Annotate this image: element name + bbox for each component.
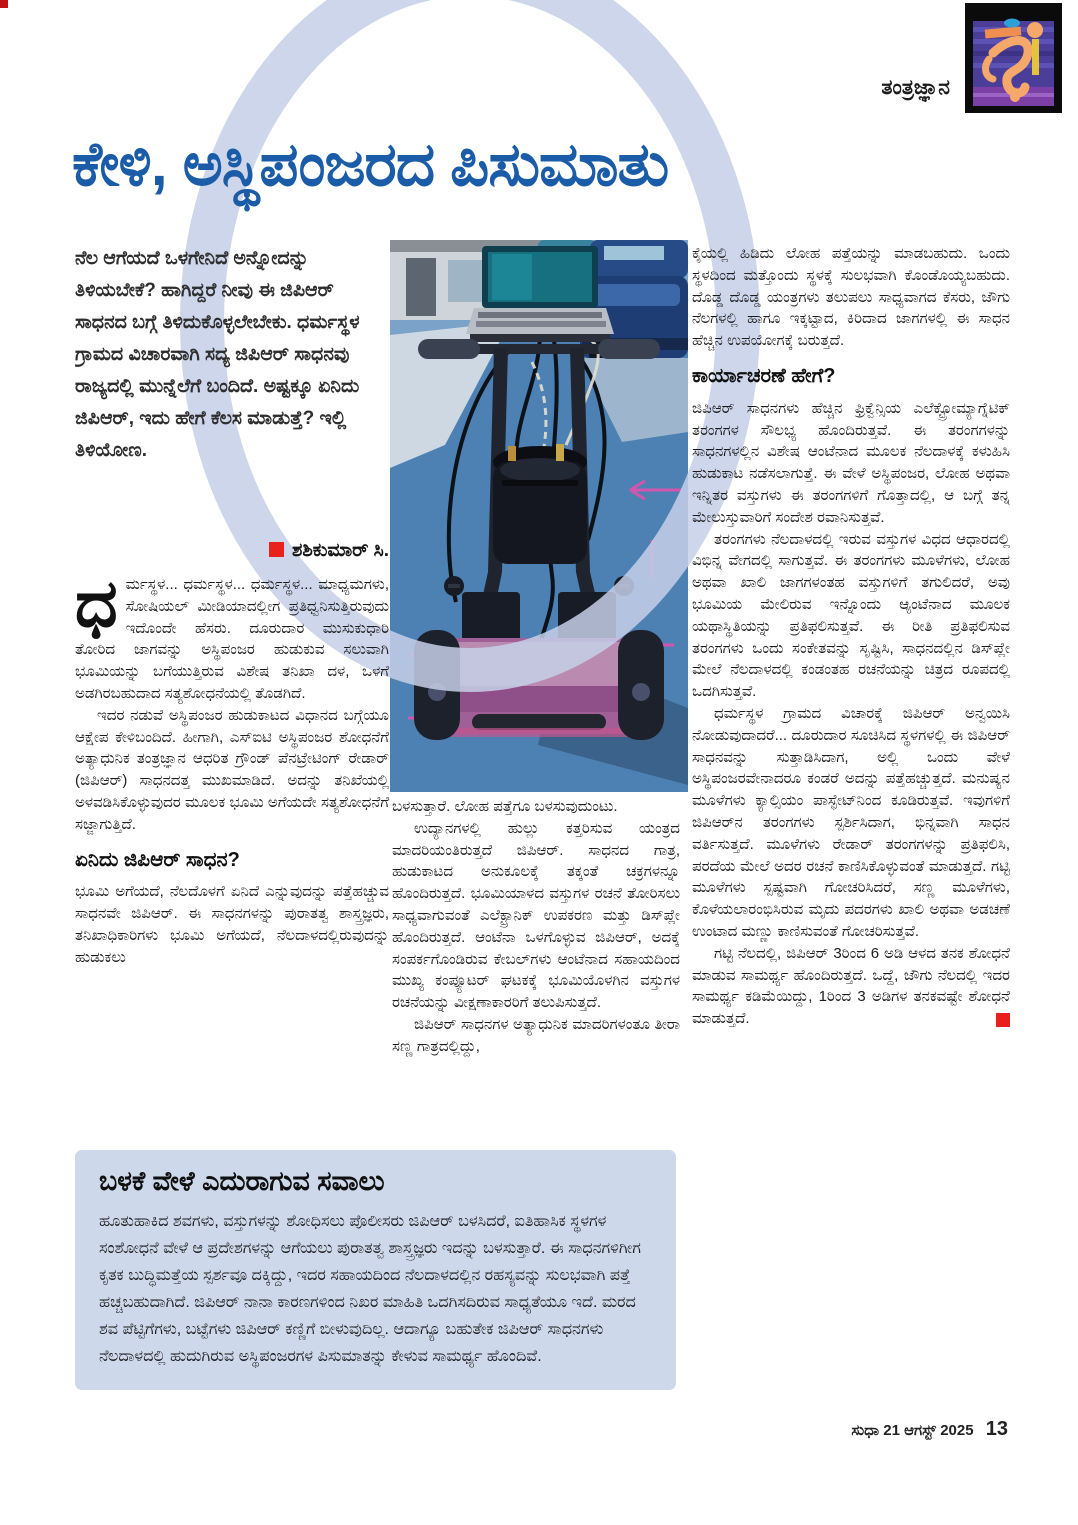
subheading-how-it-works: ಕಾರ್ಯಾಚರಣೆ ಹೇಗೆ? <box>692 364 836 387</box>
right-column <box>692 243 1010 1355</box>
body-paragraph: ಇದರ ನಡುವೆ ಅಸ್ಥಿಪಂಜರ ಹುಡುಕಾಟದ ವಿಧಾನದ ಬಗ್ಗೆಯೂ ಆಕ್ಷೇಪ ಕೇಳಿಬಂದಿದೆ. ಹೀಗಾಗಿ, ಎಸ್‌ಐಟಿ ಅಸ್ಥಿಪಂಜರ ಶೋಧನೆಗೆ ಅತ್ಯಾಧುನಿಕ ತಂತ್ರಜ್ಞಾನ ಆಧರಿತ ಗ್ರೌಂಡ್ ಪೆನಟ್ರೇಟಿಂಗ್ ರೇಡಾರ್ (ಜಿಪಿಆರ್) ಸಾಧನದತ್ತ ಮುಖಮಾಡಿದೆ. ಅದನ್ನು ತನಿಖೆಯಲ್ಲಿ ಅಳವಡಿಸಿಕೊಳ್ಳುವುದರ ಮೂಲಕ ಭೂಮಿ ಅಗೆಯದೇ ಸತ್ಯಶೋಧನೆಗೆ ಸಜ್ಜಾಗುತ್ತಿದೆ. <box>75 706 389 833</box>
body-paragraph: ಜಿಪಿಆರ್ ಸಾಧನಗಳು ಹೆಚ್ಚಿನ ಫ್ರಿಕ್ವೆನ್ಸಿಯ ಎಲೆಕ್ಟ್ರೋಮ್ಯಾಗ್ನೆಟಿಕ್ ತರಂಗಗಳ ಸೌಲಭ್ಯ ಹೊಂದಿರುತ್ತವೆ. ಈ ತರಂಗಗಳನ್ನು ಸಾಧನಗಳಲ್ಲಿನ ವಿಶೇಷ ಆಂಟೆನಾದ ಮೂಲಕ ನೆಲದಾಳಕ್ಕೆ ಕಳುಹಿಸಿ ಹುಡುಕಾಟ ನಡೆಸಲಾಗುತ್ತೆ. ಈ ವೇಳೆ ಅಸ್ಥಿಪಂಜರ, ಲೋಹ ಅಥವಾ ಇನ್ನಿತರ ವಸ್ತುಗಳು ಈ ತರಂಗಗಳಿಗೆ ಗೊತ್ತಾದಲ್ಲಿ, ಆ ಬಗ್ಗೆ ತನ್ನ ಮೇಲುಸ್ತುವಾರಿಗೆ ಸಂದೇಶ ರವಾನಿಸುತ್ತವೆ. <box>692 399 1010 526</box>
page-title: ಕೇಳಿ, ಅಸ್ಥಿಪಂಜರದ ಪಿಸುಮಾತು <box>72 130 669 198</box>
info-box-heading: ಬಳಕೆ ವೇಳೆ ಎದುರಾಗುವ ಸವಾಲು <box>99 1166 385 1196</box>
body-paragraph: ಭೂಮಿ ಅಗೆಯದೆ, ನೆಲದೊಳಗೆ ಏನಿದೆ ಎನ್ನುವುದನ್ನು ಪತ್ತೆಹಚ್ಚುವ ಸಾಧನವೇ ಜಿಪಿಆರ್. ಈ ಸಾಧನಗಳನ್ನು ಪುರಾತತ್ವ ಶಾಸ್ತ್ರಜ್ಞರು, ತನಿಖಾಧಿಕಾರಿಗಳು ಭೂಮಿ ಅಗೆಯದೆ, ನೆಲದಾಳದಲ್ಲಿರುವುದನ್ನು ಹುಡುಕಲು <box>75 883 389 966</box>
footer-credit <box>851 1418 1008 1441</box>
body-paragraph: ಉದ್ಯಾನಗಳಲ್ಲಿ ಹುಲ್ಲು ಕತ್ತರಿಸುವ ಯಂತ್ರದ ಮಾದರಿಯಂತಿರುತ್ತದೆ ಜಿಪಿಆರ್. ಸಾಧನದ ಗಾತ್ರ, ಹುಡುಕಾಟದ ಅನುಕೂಲಕ್ಕೆ ತಕ್ಕಂತೆ ಚಕ್ರಗಳನ್ನೂ ಹೊಂದಿರುತ್ತದೆ. ಭೂಮಿಯಾಳದ ವಸ್ತುಗಳ ರಚನೆ ತೋರಿಸಲು ಸಾಧ್ಯವಾಗುವಂತೆ ಎಲೆಕ್ಟ್ರಾನಿಕ್ ಉಪಕರಣ ಮತ್ತು ಡಿಸ್‌ಪ್ಲೇ ಹೊಂದಿರುತ್ತದೆ. ಆಂಟೆನಾ ಒಳಗೊಳ್ಳುವ ಜಿಪಿಆರ್, ಅದಕ್ಕೆ ಸಂಪರ್ಕಗೊಂಡಿರುವ ಕೇಬಲ್‌ಗಳು ಆಂಟೆನಾದ ಸಹಾಯದಿಂದ ಮುಖ್ಯ ಕಂಪ್ಯೂಟರ್ ಘಟಕಕ್ಕೆ ಭೂಮಿಯೊಳಗಿನ ವಸ್ತುಗಳ ರಚನೆಯನ್ನು ವೀಕ್ಷಣಾಕಾರರಿಗೆ ತಲುಪಿಸುತ್ತದೆ. <box>392 819 680 1012</box>
magazine-logo-icon <box>965 3 1062 113</box>
body-paragraph: ಧರ್ಮಸ್ಥಳ ಗ್ರಾಮದ ವಿಚಾರಕ್ಕೆ ಜಿಪಿಆರ್ ಅನ್ವಯಿಸಿ ನೋಡುವುದಾದರೆ... ದೂರುದಾರ ಸೂಚಿಸಿದ ಸ್ಥಳಗಳಲ್ಲಿ ಈ ಜಿಪಿಆರ್ ಸಾಧನವನ್ನು ಸುತ್ತಾಡಿಸಿದಾಗ, ಅಲ್ಲಿ ಒಂದು ವೇಳೆ ಅಸ್ಥಿಪಂಜರವೇನಾದರೂ ಕಂಡರೆ ಅದನ್ನು ಪತ್ತೆಹಚ್ಚುತ್ತದೆ. ಮನುಷ್ಯನ ಮೂಳೆಗಳು ಕ್ಯಾಲ್ಸಿಯಂ ಪಾಸ್ಫೇಟ್‌ನಿಂದ ಕೂಡಿರುತ್ತವೆ. ಇವುಗಳಿಗೆ ಜಿಪಿಆರ್‌ನ ತರಂಗಗಳು ಸ್ಪರ್ಶಿಸಿದಾಗ, ಭಿನ್ನವಾಗಿ ಸಾಧನ ವರ್ತಿಸುತ್ತದೆ. ಮೂಳೆಗಳು ರೇಡಾರ್ ತರಂಗಗಳನ್ನು ಪ್ರತಿಫಲಿಸಿ, ಪರದೆಯ ಮೇಲೆ ಅದರ ರಚನೆ ಕಾಣಿಸಿಕೊಳ್ಳುವಂತೆ ಮಾಡುತ್ತದೆ. ಗಟ್ಟಿ ಮೂಳೆಗಳು ಸ್ಪಷ್ಟವಾಗಿ ಗೋಚರಿಸಿದರೆ, ಸಣ್ಣ ಮೂಳೆಗಳು, ಕೊಳೆಯಲಾರಂಭಿಸಿರುವ ಮೃದು ಪದರಗಳು ಖಾಲಿ ಅಥವಾ ಅಡಚಣೆ ಉಂಟಾದ ಮಣ್ಣು ಕಾಣಿಸುವಂತೆ ಗೋಚರಿಸುತ್ತವೆ. <box>692 704 1010 940</box>
author-name: ಶಶಿಕುಮಾರ್ ಸಿ. <box>291 540 389 561</box>
section-label: ತಂತ್ರಜ್ಞಾನ <box>881 76 950 99</box>
info-box <box>75 1150 676 1390</box>
subheading-what-is-gpr: ಏನಿದು ಜಿಪಿಆರ್ ಸಾಧನ? <box>75 848 240 871</box>
body-paragraph: ಜಿಪಿಆರ್ ಸಾಧನಗಳ ಅತ್ಯಾಧುನಿಕ ಮಾದರಿಗಳಂತೂ ತೀರಾ ಸಣ್ಣ ಗಾತ್ರದಲ್ಲಿದ್ದು, <box>392 1015 680 1055</box>
magazine-name: ಸುಧಾ <box>851 1422 880 1439</box>
body-paragraph: ಕೈಯಲ್ಲಿ ಹಿಡಿದು ಲೋಹ ಪತ್ತೆಯನ್ನು ಮಾಡಬಹುದು. ಒಂದು ಸ್ಥಳದಿಂದ ಮತ್ತೊಂದು ಸ್ಥಳಕ್ಕೆ ಸುಲಭವಾಗಿ ಕೊಂಡೊಯ್ಯಬಹುದು. ದೊಡ್ಡ ದೊಡ್ಡ ಯಂತ್ರಗಳು ತಲುಪಲು ಸಾಧ್ಯವಾಗದ ಕೆಸರು, ಜೌಗು ನೆಲಗಳಲ್ಲಿ ಹಾಗೂ ಇಕ್ಕಟ್ಟಾದ, ಕಿರಿದಾದ ಜಾಗಗಳಲ್ಲಿ ಈ ಸಾಧನ ಹೆಚ್ಚಿನ ಉಪಯೋಗಕ್ಕೆ ಬರುತ್ತದೆ. <box>692 245 1010 350</box>
left-column <box>75 574 389 1142</box>
body-paragraph: ಬಳಸುತ್ತಾರೆ. ಲೋಹ ಪತ್ತೆಗೂ ಬಳಸುವುದುಂಟು. <box>392 798 618 815</box>
drop-cap: ಧ <box>75 574 118 640</box>
body-paragraph: ಧರ್ಮಸ್ಥಳ... ಧರ್ಮಸ್ಥಳ... ಧರ್ಮಸ್ಥಳ... ಮಾಧ್ಯಮಗಳು, ಸೋಷಿಯಲ್ ಮೀಡಿಯಾದಲ್ಲೀಗ ಪ್ರತಿಧ್ವನಿಸುತ್ತಿರುವುದು ಇದೊಂದೇ ಹೆಸರು. ದೂರುದಾರ ಮುಸುಕುಧಾರಿ ತೋರಿದ ಜಾಗವನ್ನು ಅಸ್ಥಿಪಂಜರ ಹುಡುಕುವ ಸಲುವಾಗಿ ಭೂಮಿಯನ್ನು ಬಗೆಯುತ್ತಿರುವ ವಿಶೇಷ ತನಿಖಾ ದಳ, ಒಳಗೆ ಅಡಗಿರಬಹುದಾದ ಸತ್ಯಶೋಧನೆಯಲ್ಲಿ ತೊಡಗಿದೆ. <box>75 574 389 702</box>
body-paragraph: ತರಂಗಗಳು ನೆಲದಾಳದಲ್ಲಿ ಇರುವ ವಸ್ತುಗಳ ವಿಧದ ಆಧಾರದಲ್ಲಿ ವಿಭಿನ್ನ ವೇಗದಲ್ಲಿ ಸಾಗುತ್ತವೆ. ಈ ತರಂಗಗಳು ಮೂಳೆಗಳು, ಲೋಹ ಅಥವಾ ಖಾಲಿ ಜಾಗಗಳಂತಹ ವಸ್ತುಗಳಿಗೆ ತಗುಲಿದರೆ, ಅವು ಭೂಮಿಯ ಮೇಲಿರುವ ಇನ್ನೊಂದು ಆ್ಯಂಟೆನಾದ ಮೂಲಕ ಯಥಾಸ್ಥಿತಿಯನ್ನು ಪ್ರತಿಫಲಿಸುತ್ತವೆ. ಈ ರೀತಿ ಪ್ರತಿಫಲಿಸುವ ತರಂಗಗಳು ಒಂದು ಸಂಕೇತವನ್ನು ಸೃಷ್ಟಿಸಿ, ಸಾಧನದಲ್ಲಿನ ಡಿಸ್‌ಪ್ಲೇ ಮೇಲೆ ನೆಲದಾಳದಲ್ಲಿ ಕಂಡಂತಹ ರಚನೆಯನ್ನು ಚಿತ್ರದ ರೂಪದಲ್ಲಿ ಒದಗಿಸುತ್ತವೆ. <box>692 530 1010 701</box>
middle-column <box>392 796 680 1148</box>
page-number: 13 <box>985 1418 1008 1440</box>
issue-date: 21 ಆಗಸ್ಟ್ 2025 <box>883 1422 974 1439</box>
body-paragraph: ಗಟ್ಟಿ ನೆಲದಲ್ಲಿ, ಜಿಪಿಆರ್ 3ರಿಂದ 6 ಅಡಿ ಆಳದ ತನಕ ಶೋಧನೆ ಮಾಡುವ ಸಾಮರ್ಥ್ಯ ಹೊಂದಿರುತ್ತದೆ. ಒದ್ದೆ, ಜೌಗು ನೆಲದಲ್ಲಿ ಇದರ ಸಾಮರ್ಥ್ಯ ಕಡಿಮೆಯಿದ್ದು, 1ರಿಂದ 3 ಅಡಿಗಳ ತನಕವಷ್ಟೇ ಶೋಧನೆ ಮಾಡುತ್ತದೆ. <box>692 944 1010 1028</box>
byline <box>75 540 389 562</box>
end-marker-icon <box>996 1013 1010 1027</box>
info-box-text: ಹೂತುಹಾಕಿದ ಶವಗಳು, ವಸ್ತುಗಳನ್ನು ಶೋಧಿಸಲು ಪೊಲೀಸರು ಜಿಪಿಆರ್ ಬಳಸಿದರೆ, ಐತಿಹಾಸಿಕ ಸ್ಥಳಗಳ ಸಂಶೋಧನೆ ವೇಳೆ ಆ ಪ್ರದೇಶಗಳನ್ನು ಆಗೆಯಲು ಪುರಾತತ್ವ ಶಾಸ್ತ್ರಜ್ಞರು ಇದನ್ನು ಬಳಸುತ್ತಾರೆ. ಈ ಸಾಧನಗಳಿಗೀಗ ಕೃತಕ ಬುದ್ಧಿಮತ್ತೆಯ ಸ್ಪರ್ಶವೂ ದಕ್ಕಿದ್ದು, ಇದರ ಸಹಾಯದಿಂದ ನೆಲದಾಳದಲ್ಲಿನ ರಹಸ್ಯವನ್ನು ಸುಲಭವಾಗಿ ಪತ್ತೆ ಹಚ್ಚಬಹುದಾಗಿದೆ. ಜಿಪಿಆರ್ ನಾನಾ ಕಾರಣಗಳಿಂದ ನಿಖರ ಮಾಹಿತಿ ಒದಗಿಸದಿರುವ ಸಾಧ್ಯತೆಯೂ ಇದೆ. ಮರದ ಶವ ಪೆಟ್ಟಿಗೆಗಳು, ಬಟ್ಟೆಗಳು ಜಿಪಿಆರ್ ಕಣ್ಣಿಗೆ ಬೀಳುವುದಿಲ್ಲ. ಆದಾಗ್ಯೂ ಬಹುತೇಕ ಜಿಪಿಆರ್ ಸಾಧನಗಳು ನೆಲದಾಳದಲ್ಲಿ ಹುದುಗಿರುವ ಅಸ್ಥಿಪಂಜರಗಳ ಪಿಸುಮಾತನ್ನು ಕೇಳುವ ಸಾಮರ್ಥ್ಯ ಹೊಂದಿವೆ. <box>99 1213 641 1365</box>
corner-mark <box>0 0 8 8</box>
byline-red-square-icon <box>269 542 284 557</box>
gpr-device-photo <box>390 240 688 792</box>
intro-standfirst: ನೆಲ ಆಗೆಯದೆ ಒಳಗೇನಿದೆ ಅನ್ನೋದನ್ನು ತಿಳಿಯಬೇಕೆ? ಹಾಗಿದ್ದರೆ ನೀವು ಈ ಜಿಪಿಆರ್ ಸಾಧನದ ಬಗ್ಗೆ ತಿಳಿದುಕೊಳ್ಳಲೇಬೇಕು. ಧರ್ಮಸ್ಥಳ ಗ್ರಾಮದ ವಿಚಾರವಾಗಿ ಸದ್ಯ ಜಿಪಿಆರ್ ಸಾಧನವು ರಾಜ್ಯದಲ್ಲಿ ಮುನ್ನೆಲೆಗೆ ಬಂದಿದೆ. ಅಷ್ಟಕ್ಕೂ ಏನಿದು ಜಿಪಿಆರ್, ಇದು ಹೇಗೆ ಕೆಲಸ ಮಾಡುತ್ತೆ? ಇಲ್ಲಿ ತಿಳಿಯೋಣ. <box>75 248 360 461</box>
